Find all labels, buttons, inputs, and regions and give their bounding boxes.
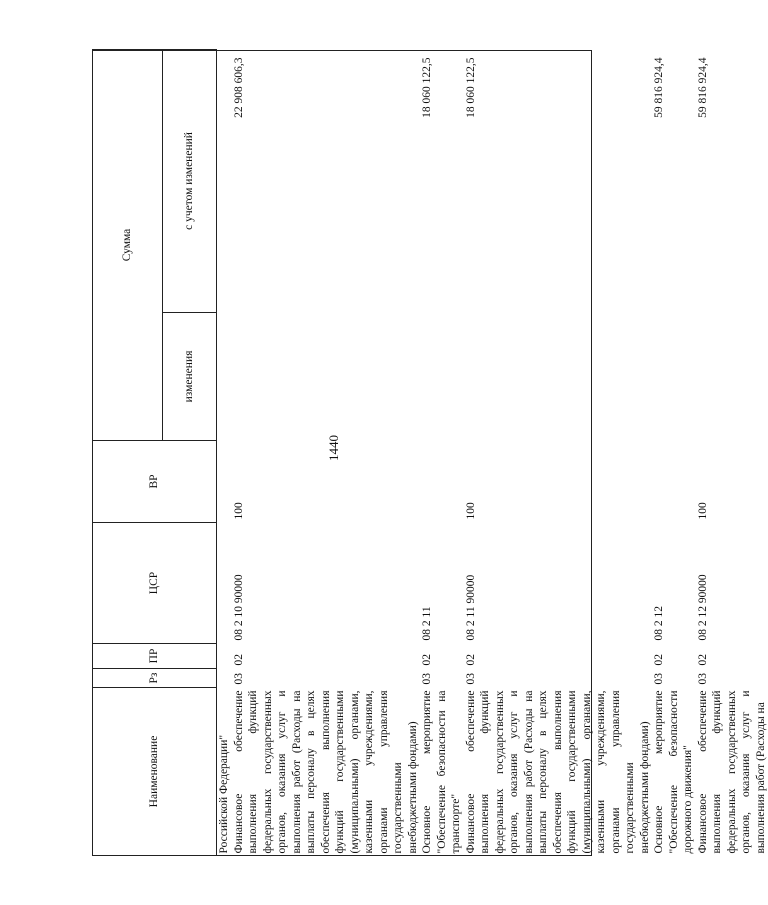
table-body bbox=[217, 49, 768, 855]
row-total: 18 060 122,5 bbox=[421, 57, 433, 118]
header-name: Наименование bbox=[93, 688, 217, 856]
row-csr: 08 2 10 90000 bbox=[232, 574, 245, 641]
table-row bbox=[464, 49, 653, 855]
row-name: Финансовое обеспечение выполнения функций федеральных государственных органов, оказания услуг и выполнения работ (Расходы на выплаты персоналу в целях обеспечения выполнения функций государственными (муниципальными) органами, казенными учреждениями, органами управления государственными внебюджетными фондами) bbox=[232, 690, 419, 854]
table-row bbox=[232, 49, 421, 855]
row-csr: 08 2 11 bbox=[421, 606, 433, 641]
row-pr: 02 bbox=[421, 654, 433, 666]
row-rz: 03 bbox=[421, 673, 433, 685]
row-vr bbox=[420, 441, 464, 523]
row-name: Финансовое обеспечение выполнения функций федеральных государственных органов, оказания услуг и выполнения работ (Расходы на выплаты персоналу в целях обеспечения выполнения функций государственными (муниципальными) органами, казенными учреждениями, органами управления государственными внебюджетными фондами) bbox=[464, 690, 651, 854]
row-pr: 02 bbox=[232, 654, 245, 666]
row-change bbox=[464, 313, 653, 441]
header-change: изменения bbox=[163, 313, 217, 441]
row-csr: 08 2 11 90000 bbox=[464, 574, 477, 641]
row-name: Российской Федерации" bbox=[218, 734, 230, 854]
row-rz: 03 bbox=[232, 673, 245, 685]
row-total: 22 908 606,3 bbox=[232, 57, 245, 118]
table-row bbox=[217, 49, 232, 855]
table-header bbox=[93, 49, 217, 855]
budget-table-rotated bbox=[92, 50, 767, 856]
row-vr: 100 bbox=[696, 502, 709, 520]
row-vr bbox=[652, 441, 696, 523]
table-row bbox=[420, 49, 464, 855]
header-csr: ЦСР bbox=[93, 523, 217, 644]
header-pr: ПР bbox=[93, 644, 217, 669]
header-with-change: с учетом изменений bbox=[163, 49, 217, 312]
row-pr: 02 bbox=[464, 654, 477, 666]
row-change bbox=[696, 313, 768, 441]
row-total: 18 060 122,5 bbox=[464, 57, 477, 118]
row-name: Финансовое обеспечение выполнения функций федеральных государственных органов, оказания услуг и выполнения работ (Расходы на bbox=[696, 690, 767, 854]
row-rz: 03 bbox=[464, 673, 477, 685]
row-total: 59 816 924,4 bbox=[653, 57, 665, 118]
row-csr: 08 2 12 90000 bbox=[696, 574, 709, 641]
row-pr: 02 bbox=[653, 654, 665, 666]
row-csr: 08 2 12 bbox=[653, 606, 665, 641]
table-row bbox=[696, 49, 768, 855]
header-vr: ВР bbox=[93, 441, 217, 523]
row-pr: 02 bbox=[696, 654, 709, 666]
row-total: 59 816 924,4 bbox=[696, 57, 709, 118]
row-rz bbox=[217, 669, 232, 688]
row-rz: 03 bbox=[653, 673, 665, 685]
row-change bbox=[652, 313, 696, 441]
row-name: Основное мероприятие "Обеспечение безопасности дорожного движения" bbox=[653, 690, 694, 854]
budget-table bbox=[92, 49, 768, 856]
row-name: Основное мероприятие "Обеспечение безопасности на транспорте" bbox=[421, 690, 462, 854]
row-rz: 03 bbox=[696, 673, 709, 685]
row-change bbox=[217, 313, 232, 441]
row-vr: 100 bbox=[464, 502, 477, 520]
row-csr bbox=[217, 523, 232, 644]
table-row bbox=[652, 49, 696, 855]
row-pr bbox=[217, 644, 232, 669]
row-vr bbox=[217, 441, 232, 523]
row-total bbox=[217, 49, 232, 312]
page-number: 1440 bbox=[326, 435, 341, 461]
row-change bbox=[420, 313, 464, 441]
row-vr: 100 bbox=[232, 502, 245, 520]
header-sum: Сумма bbox=[93, 49, 163, 440]
header-rz: Рз bbox=[93, 669, 217, 688]
row-change bbox=[232, 313, 421, 441]
